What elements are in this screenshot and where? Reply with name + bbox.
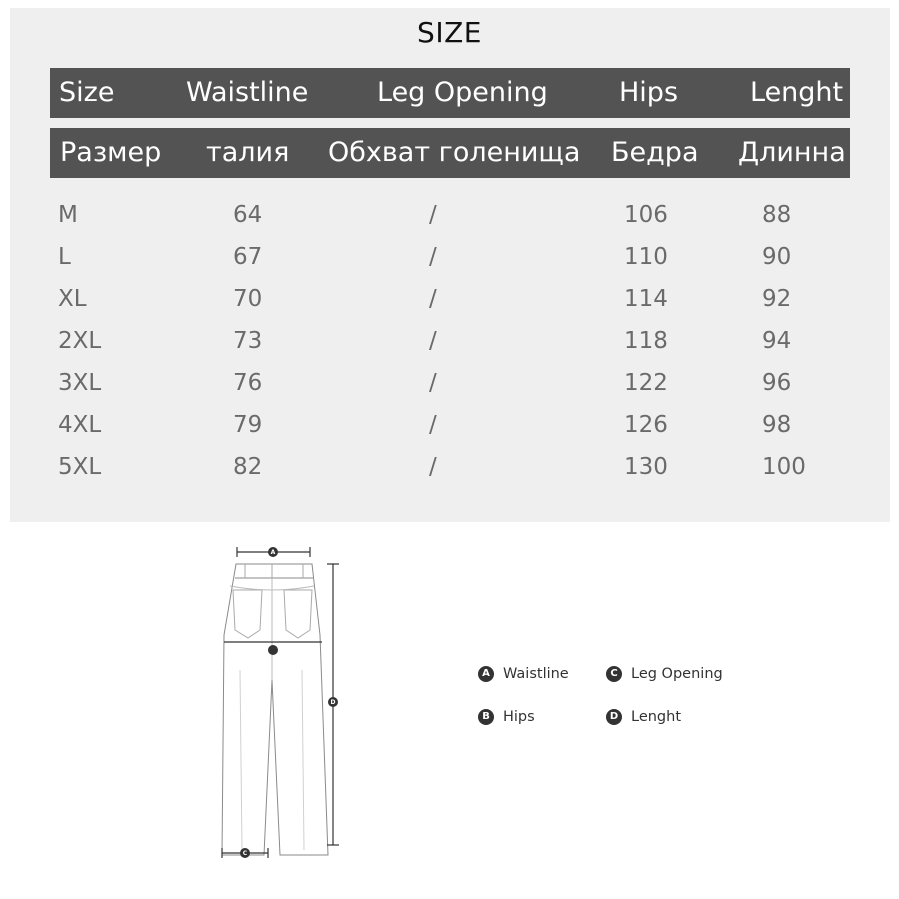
legend-item-length xyxy=(606,709,681,725)
cell-waistline: 67 xyxy=(233,244,263,270)
pants-diagram xyxy=(200,530,360,870)
cell-leg-opening: / xyxy=(429,202,437,228)
chart-title: SIZE xyxy=(417,16,482,49)
cell-length: 88 xyxy=(762,202,792,228)
header-en-length: Lenght xyxy=(750,77,844,108)
header-ru-leg-opening: Обхват голенища xyxy=(328,137,581,168)
header-ru-waistline: талия xyxy=(206,137,290,168)
cell-size: 4XL xyxy=(58,412,102,438)
table-row xyxy=(0,446,899,488)
table-row xyxy=(0,362,899,404)
table-row xyxy=(0,236,899,278)
hips-marker-dot xyxy=(268,645,278,655)
marker-d-letter: D xyxy=(330,699,336,706)
cell-hips: 122 xyxy=(624,370,668,396)
cell-hips: 114 xyxy=(624,286,668,312)
cell-hips: 130 xyxy=(624,454,668,480)
cell-waistline: 82 xyxy=(233,454,263,480)
cell-hips: 118 xyxy=(624,328,668,354)
legend-d-badge: D xyxy=(606,709,622,725)
legend-item-leg-opening xyxy=(606,666,723,682)
legend-a-badge: A xyxy=(478,666,494,682)
cell-size: M xyxy=(58,202,78,228)
header-row-english xyxy=(50,68,850,118)
legend-item-hips xyxy=(478,709,535,725)
cell-waistline: 73 xyxy=(233,328,263,354)
header-ru-length: Длинна xyxy=(738,137,846,168)
cell-size: XL xyxy=(58,286,87,312)
cell-leg-opening: / xyxy=(429,328,437,354)
marker-a-letter: A xyxy=(270,549,276,556)
legend-waistline-label: Waistline xyxy=(503,666,569,682)
header-en-leg-opening: Leg Opening xyxy=(377,77,548,108)
cell-size: 2XL xyxy=(58,328,102,354)
cell-waistline: 79 xyxy=(233,412,263,438)
legend-item-waistline xyxy=(478,666,569,682)
cell-leg-opening: / xyxy=(429,412,437,438)
cell-hips: 106 xyxy=(624,202,668,228)
pants-pocket-left xyxy=(233,590,262,638)
cell-size: 5XL xyxy=(58,454,102,480)
table-row xyxy=(0,278,899,320)
cell-leg-opening: / xyxy=(429,286,437,312)
legend-leg-opening-label: Leg Opening xyxy=(631,666,723,682)
header-ru-hips: Бедра xyxy=(611,137,699,168)
cell-waistline: 76 xyxy=(233,370,263,396)
legend-length-label: Lenght xyxy=(631,709,682,725)
header-en-hips: Hips xyxy=(619,77,679,108)
cell-length: 92 xyxy=(762,286,792,312)
table-row xyxy=(0,194,899,236)
legend-b-badge: B xyxy=(478,709,494,725)
cell-length: 90 xyxy=(762,244,792,270)
cell-leg-opening: / xyxy=(429,244,437,270)
cell-leg-opening: / xyxy=(429,454,437,480)
cell-size: 3XL xyxy=(58,370,102,396)
cell-hips: 126 xyxy=(624,412,668,438)
cell-leg-opening: / xyxy=(429,370,437,396)
legend-c-badge: C xyxy=(606,666,622,682)
pants-outline xyxy=(222,564,328,855)
header-ru-size: Размер xyxy=(60,137,162,168)
header-en-waistline: Waistline xyxy=(186,77,309,108)
cell-size: L xyxy=(58,244,71,270)
cell-hips: 110 xyxy=(624,244,668,270)
cell-waistline: 70 xyxy=(233,286,263,312)
cell-length: 94 xyxy=(762,328,792,354)
cell-length: 100 xyxy=(762,454,806,480)
marker-c-letter: C xyxy=(242,850,248,857)
legend-hips-label: Hips xyxy=(503,709,535,725)
cell-waistline: 64 xyxy=(233,202,263,228)
header-row-russian xyxy=(50,128,850,178)
table-row xyxy=(0,320,899,362)
header-en-size: Size xyxy=(59,77,115,108)
table-row xyxy=(0,404,899,446)
cell-length: 98 xyxy=(762,412,792,438)
cell-length: 96 xyxy=(762,370,792,396)
pants-pocket-right xyxy=(284,590,312,638)
